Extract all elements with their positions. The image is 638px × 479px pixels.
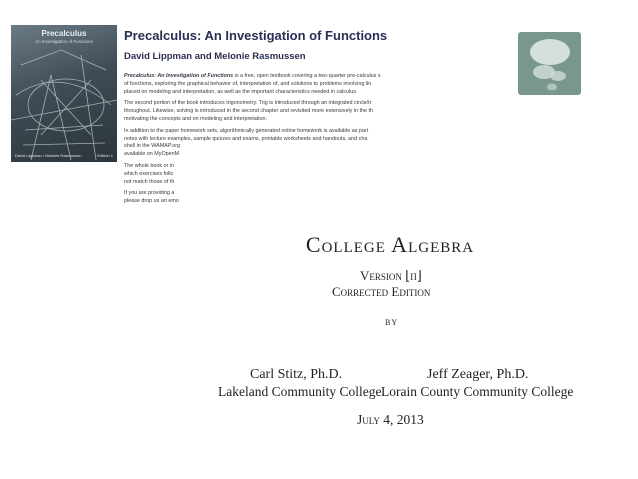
description-paragraph-2: The second portion of the book introduces trigonometry. Trig is introduced through an integrated circle/tr throughout. Likewise, solving is introduced in the second chapter and revisited more extensively in the th motivating the concepts and on modeling and interpretation. (124, 100, 374, 122)
college-algebra-title: College Algebra (305, 232, 475, 257)
author-2-name: Jeff Zeager, Ph.D. (427, 367, 529, 382)
cover-authors: David Lippman • Melonie Rasmussen (15, 153, 82, 158)
cover-edition: Edition 1 (97, 153, 113, 158)
description-paragraph-3: In addition to the paper homework sets, algorithmically generated online homework is available as part notes with lecture examples, sample quizzes and exams, printable worksheets and handouts, and cha shell in the WAMAP.org available on MyOpenM (124, 127, 369, 158)
author-1-name: Carl Stitz, Ph.D. (250, 367, 343, 382)
precalculus-title: Precalculus: An Investigation of Functions (124, 28, 388, 43)
edition-label: Corrected Edition (332, 284, 431, 299)
precalculus-cover-image (11, 25, 117, 162)
version-label: Version ⌊π⌋ (360, 268, 422, 283)
description-paragraph-1: Precalculus: An Investigation of Functions is a free, open textbook covering a two-quarter pre-calculus s of functions, exploring the graphical behavior of, interpretation of, and solutions to problems involving lin placed on modeling and interpretation, as well as the important characteristics needed in calculus. (124, 73, 381, 95)
cover-subtitle: An Investigation of Functions (35, 39, 93, 44)
publication-date: July 4, 2013 (357, 412, 424, 427)
description-paragraph-4: The whole book or in which exercises follo not match those of th (124, 162, 175, 185)
precalculus-authors: David Lippman and Melonie Rasmussen (124, 51, 306, 62)
by-label: by (385, 316, 399, 328)
speech-bubble-icon (518, 32, 581, 95)
description-paragraph-5: If you are providing a please drop us an emo (124, 190, 179, 205)
cover-title: Precalculus (41, 29, 87, 38)
author-2-affiliation: Lorain County Community College (381, 384, 574, 399)
author-1-affiliation: Lakeland Community College (218, 384, 382, 399)
speech-bubble-tile (518, 32, 581, 95)
